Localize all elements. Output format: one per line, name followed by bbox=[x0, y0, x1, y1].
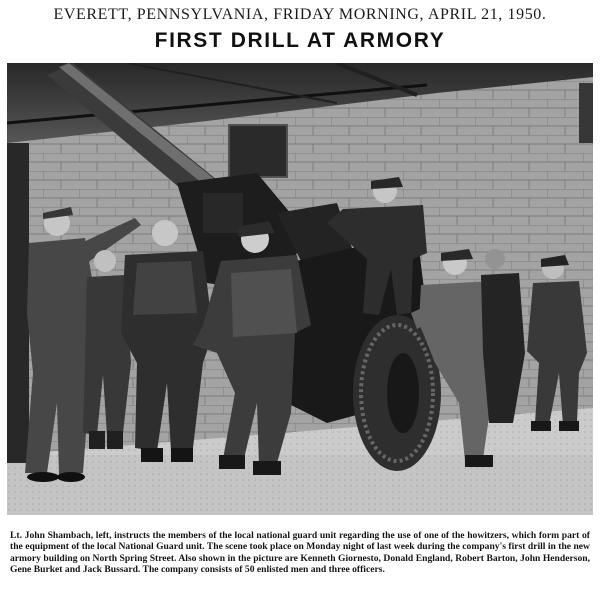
dateline: EVERETT, PENNSYLVANIA, FRIDAY MORNING, APRIL 21, 1950. bbox=[53, 6, 547, 23]
photo-caption: Lt. John Shambach, left, instructs the members of the local national guard unit regarding the use of one of the howitzers, which form part of the equipment of the local National Guard unit. The scene took place on Monday night of last week during the company's first drill in the new armory building on North Spring Street. Also shown in the picture are Kenneth Giornesto, Donald England, Robert Barton, John Henderson, Gene Burket and Jack Bussard. The company consists of 50 enlisted men and three officers. bbox=[10, 529, 590, 576]
headline: FIRST DRILL AT ARMORY bbox=[154, 29, 446, 52]
news-photo bbox=[7, 63, 593, 515]
